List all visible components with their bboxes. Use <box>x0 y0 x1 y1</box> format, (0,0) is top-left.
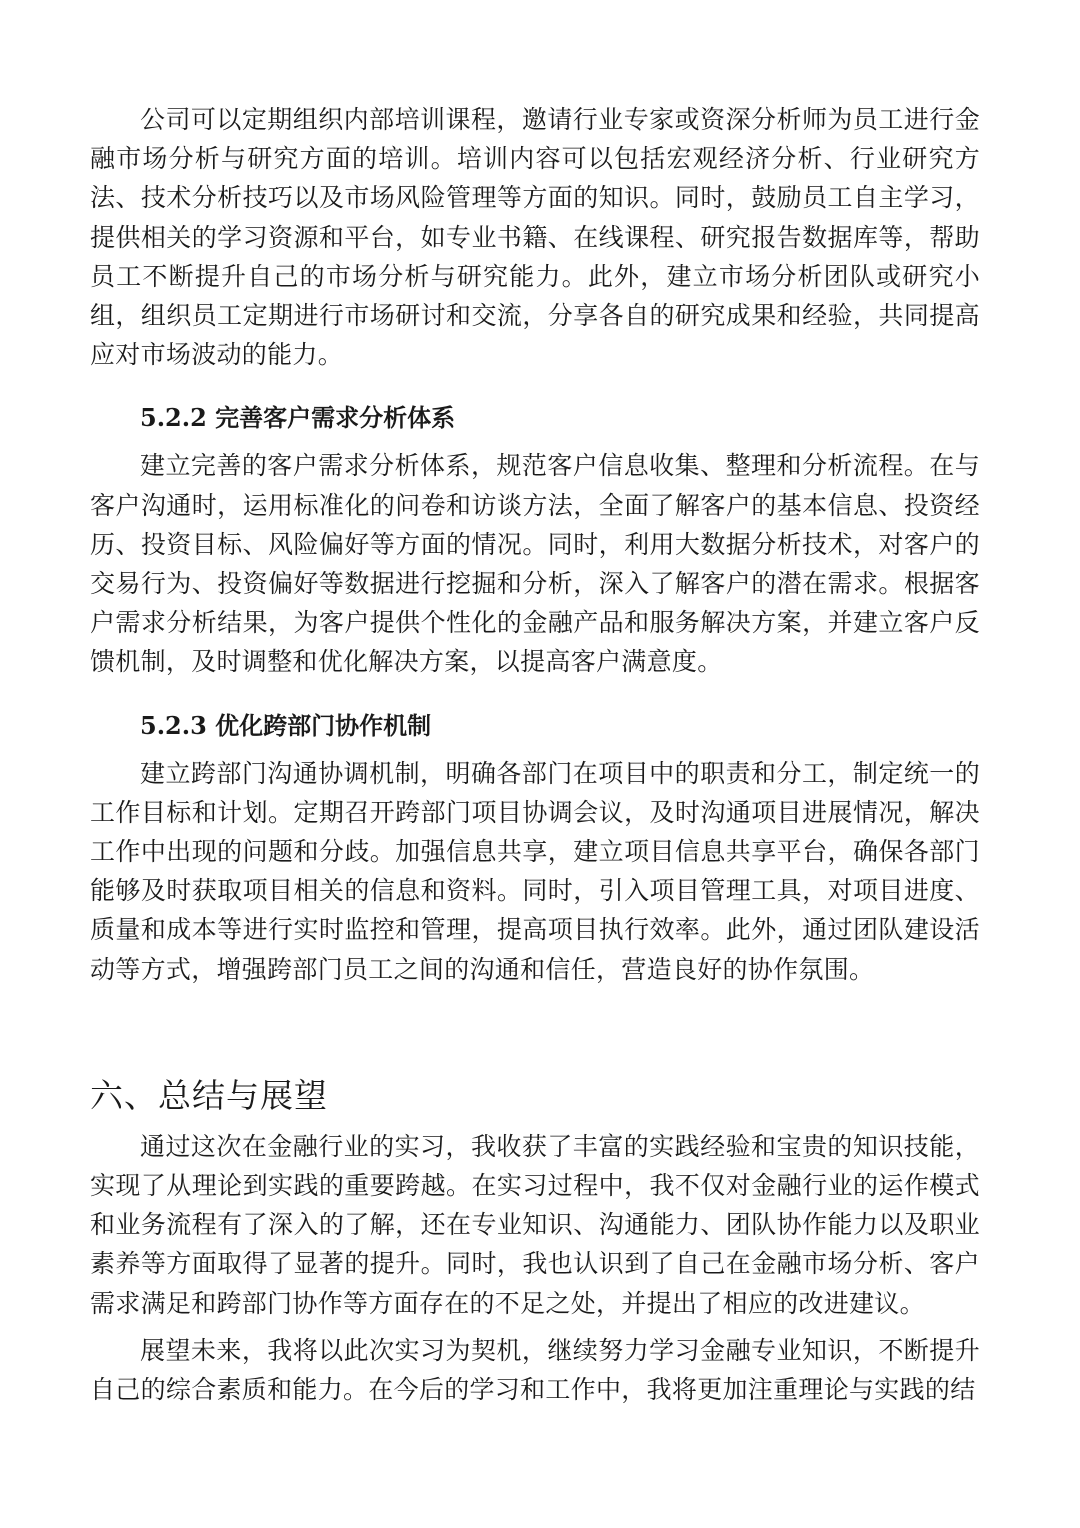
heading-5-2-3: 5.2.3 优化跨部门协作机制 <box>140 710 432 740</box>
paragraph-cross-department: 建立跨部门沟通协调机制，明确各部门在项目中的职责和分工，制定统一的工作目标和计划。定期召开跨部门项目协调会议，及时沟通项目进展情况，解决工作中出现的问题和分歧。加强信息共享，建立项目信息共享平台，确保各部门能够及时获取项目相关的信息和资料。同时，引入项目管理工具，对项目进度、质量和成本等进行实时监控和管理，提高项目执行效率。此外，通过团队建设活动等方式，增强跨部门员工之间的沟通和信任，营造良好的协作氛围。 <box>90 758 980 984</box>
paragraph-customer-needs: 建立完善的客户需求分析体系，规范客户信息收集、整理和分析流程。在与客户沟通时，运用标准化的问卷和访谈方法，全面了解客户的基本信息、投资经历、投资目标、风险偏好等方面的情况。同时，利用大数据分析技术，对客户的交易行为、投资偏好等数据进行挖掘和分析，深入了解客户的潜在需求。根据客户需求分析结果，为客户提供个性化的金融产品和服务解决方案，并建立客户反馈机制，及时调整和优化解决方案，以提高客户满意度。 <box>90 451 980 677</box>
section-6-title: 六、总结与展望 <box>90 1075 328 1115</box>
paragraph-outlook: 展望未来，我将以此次实习为契机，继续努力学习金融专业知识，不断提升自己的综合素质和能力。在今后的学习和工作中，我将更加注重理论与实践的结 <box>90 1335 980 1405</box>
document-page <box>90 100 980 1409</box>
paragraph-summary: 通过这次在金融行业的实习，我收获了丰富的实践经验和宝贵的知识技能，实现了从理论到实践的重要跨越。在实习过程中，我不仅对金融行业的运作模式和业务流程有了深入的了解，还在专业知识、沟通能力、团队协作能力以及职业素养等方面取得了显著的提升。同时，我也认识到了自己在金融市场分析、客户需求满足和跨部门协作等方面存在的不足之处，并提出了相应的改进建议。 <box>90 1131 980 1318</box>
paragraph-training: 公司可以定期组织内部培训课程，邀请行业专家或资深分析师为员工进行金融市场分析与研究方面的培训。培训内容可以包括宏观经济分析、行业研究方法、技术分析技巧以及市场风险管理等方面的知识。同时，鼓励员工自主学习，提供相关的学习资源和平台，如专业书籍、在线课程、研究报告数据库等，帮助员工不断提升自己的市场分析与研究能力。此外，建立市场分析团队或研究小组，组织员工定期进行市场研讨和交流，分享各自的研究成果和经验，共同提高应对市场波动的能力。 <box>90 105 980 370</box>
heading-5-2-2: 5.2.2 完善客户需求分析体系 <box>140 403 456 433</box>
